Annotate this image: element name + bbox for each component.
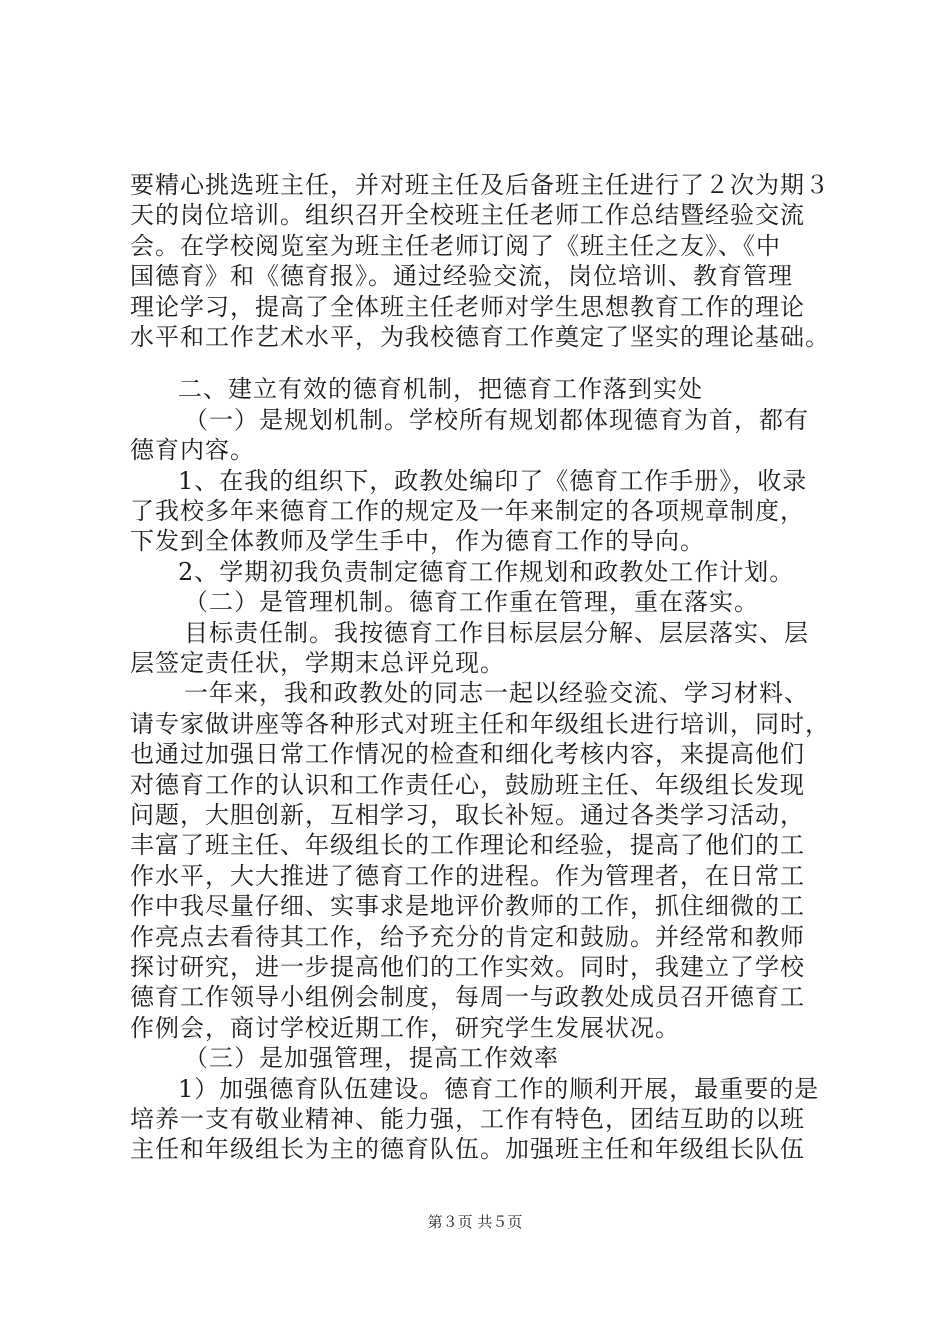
body-line: 也通过加强日常工作情况的检查和细化考核内容，来提高他们 — [130, 740, 805, 769]
body-line: 对德育工作的认识和工作责任心，鼓励班主任、年级组长发现 — [130, 770, 805, 799]
body-line: 德育工作领导小组例会制度，每周一与政教处成员召开德育工 — [130, 983, 805, 1012]
body-line: 作水平，大大推进了德育工作的进程。作为管理者，在日常工 — [130, 861, 805, 890]
body-line: 2、学期初我负责制定德育工作规划和政教处工作计划。 — [178, 557, 795, 586]
body-line: （一）是规划机制。学校所有规划都体现德育为首，都有 — [184, 405, 809, 434]
body-line: 培养一支有敬业精神、能力强，工作有特色，团结互助的以班 — [130, 1105, 805, 1133]
body-line: 请专家做讲座等各种形式对班主任和年级组长进行培训，同时， — [130, 709, 830, 738]
body-line: 水平和工作艺术水平，为我校德育工作奠定了坚实的理论基础。 — [130, 323, 830, 351]
body-line: 一年来，我和政教处的同志一起以经验交流、学习材料、 — [184, 679, 809, 708]
body-line: 下发到全体教师及学生手中，作为德育工作的导向。 — [130, 527, 705, 556]
body-line: 1）加强德育队伍建设。德育工作的顺利开展，最重要的是 — [178, 1074, 820, 1103]
body-line: 会。在学校阅览室为班主任老师订阅了《班主任之友》、《中 — [130, 231, 781, 260]
body-line: 国德育》和《德育报》。通过经验交流，岗位培训、教育管理 — [130, 262, 793, 291]
body-line: 了我校多年来德育工作的规定及一年来制定的各项规章制度， — [130, 497, 805, 525]
body-line: 目标责任制。我按德育工作目标层层分解、层层落实、层 — [184, 618, 809, 647]
body-line: 德育内容。 — [130, 436, 255, 465]
body-line: 作亮点去看待其工作，给予充分的肯定和鼓励。并经常和教师 — [130, 922, 805, 951]
body-line: （二）是管理机制。德育工作重在管理，重在落实。 — [184, 588, 759, 617]
body-line: 丰富了班主任、年级组长的工作理论和经验，提高了他们的工 — [130, 831, 805, 860]
body-line: 层签定责任状，学期末总评兑现。 — [130, 649, 505, 677]
body-line: 问题，大胆创新，互相学习，取长补短。通过各类学习活动， — [130, 801, 805, 829]
body-line: 要精心挑选班主任，并对班主任及后备班主任进行了２次为期３ — [130, 171, 830, 199]
body-line: 探讨研究，进一步提高他们的工作实效。同时，我建立了学校 — [130, 953, 805, 981]
body-line: 1、在我的组织下，政教处编印了《德育工作手册》，收录 — [178, 466, 808, 495]
body-line: 天的岗位培训。组织召开全校班主任老师工作总结暨经验交流 — [130, 201, 805, 230]
body-line: 主任和年级组长为主的德育队伍。加强班主任和年级组长队伍 — [130, 1135, 805, 1164]
body-line: 二、建立有效的德育机制，把德育工作落到实处 — [178, 375, 703, 404]
body-line: 作中我尽量仔细、实事求是地评价教师的工作，抓住细微的工 — [130, 892, 805, 921]
body-line: 作例会，商讨学校近期工作，研究学生发展状况。 — [130, 1013, 680, 1042]
body-line: 理论学习，提高了全体班主任老师对学生思想教育工作的理论 — [130, 292, 805, 321]
body-line: （三）是加强管理，提高工作效率 — [184, 1044, 559, 1073]
page-footer: 第３页 共５页 — [427, 1213, 523, 1231]
